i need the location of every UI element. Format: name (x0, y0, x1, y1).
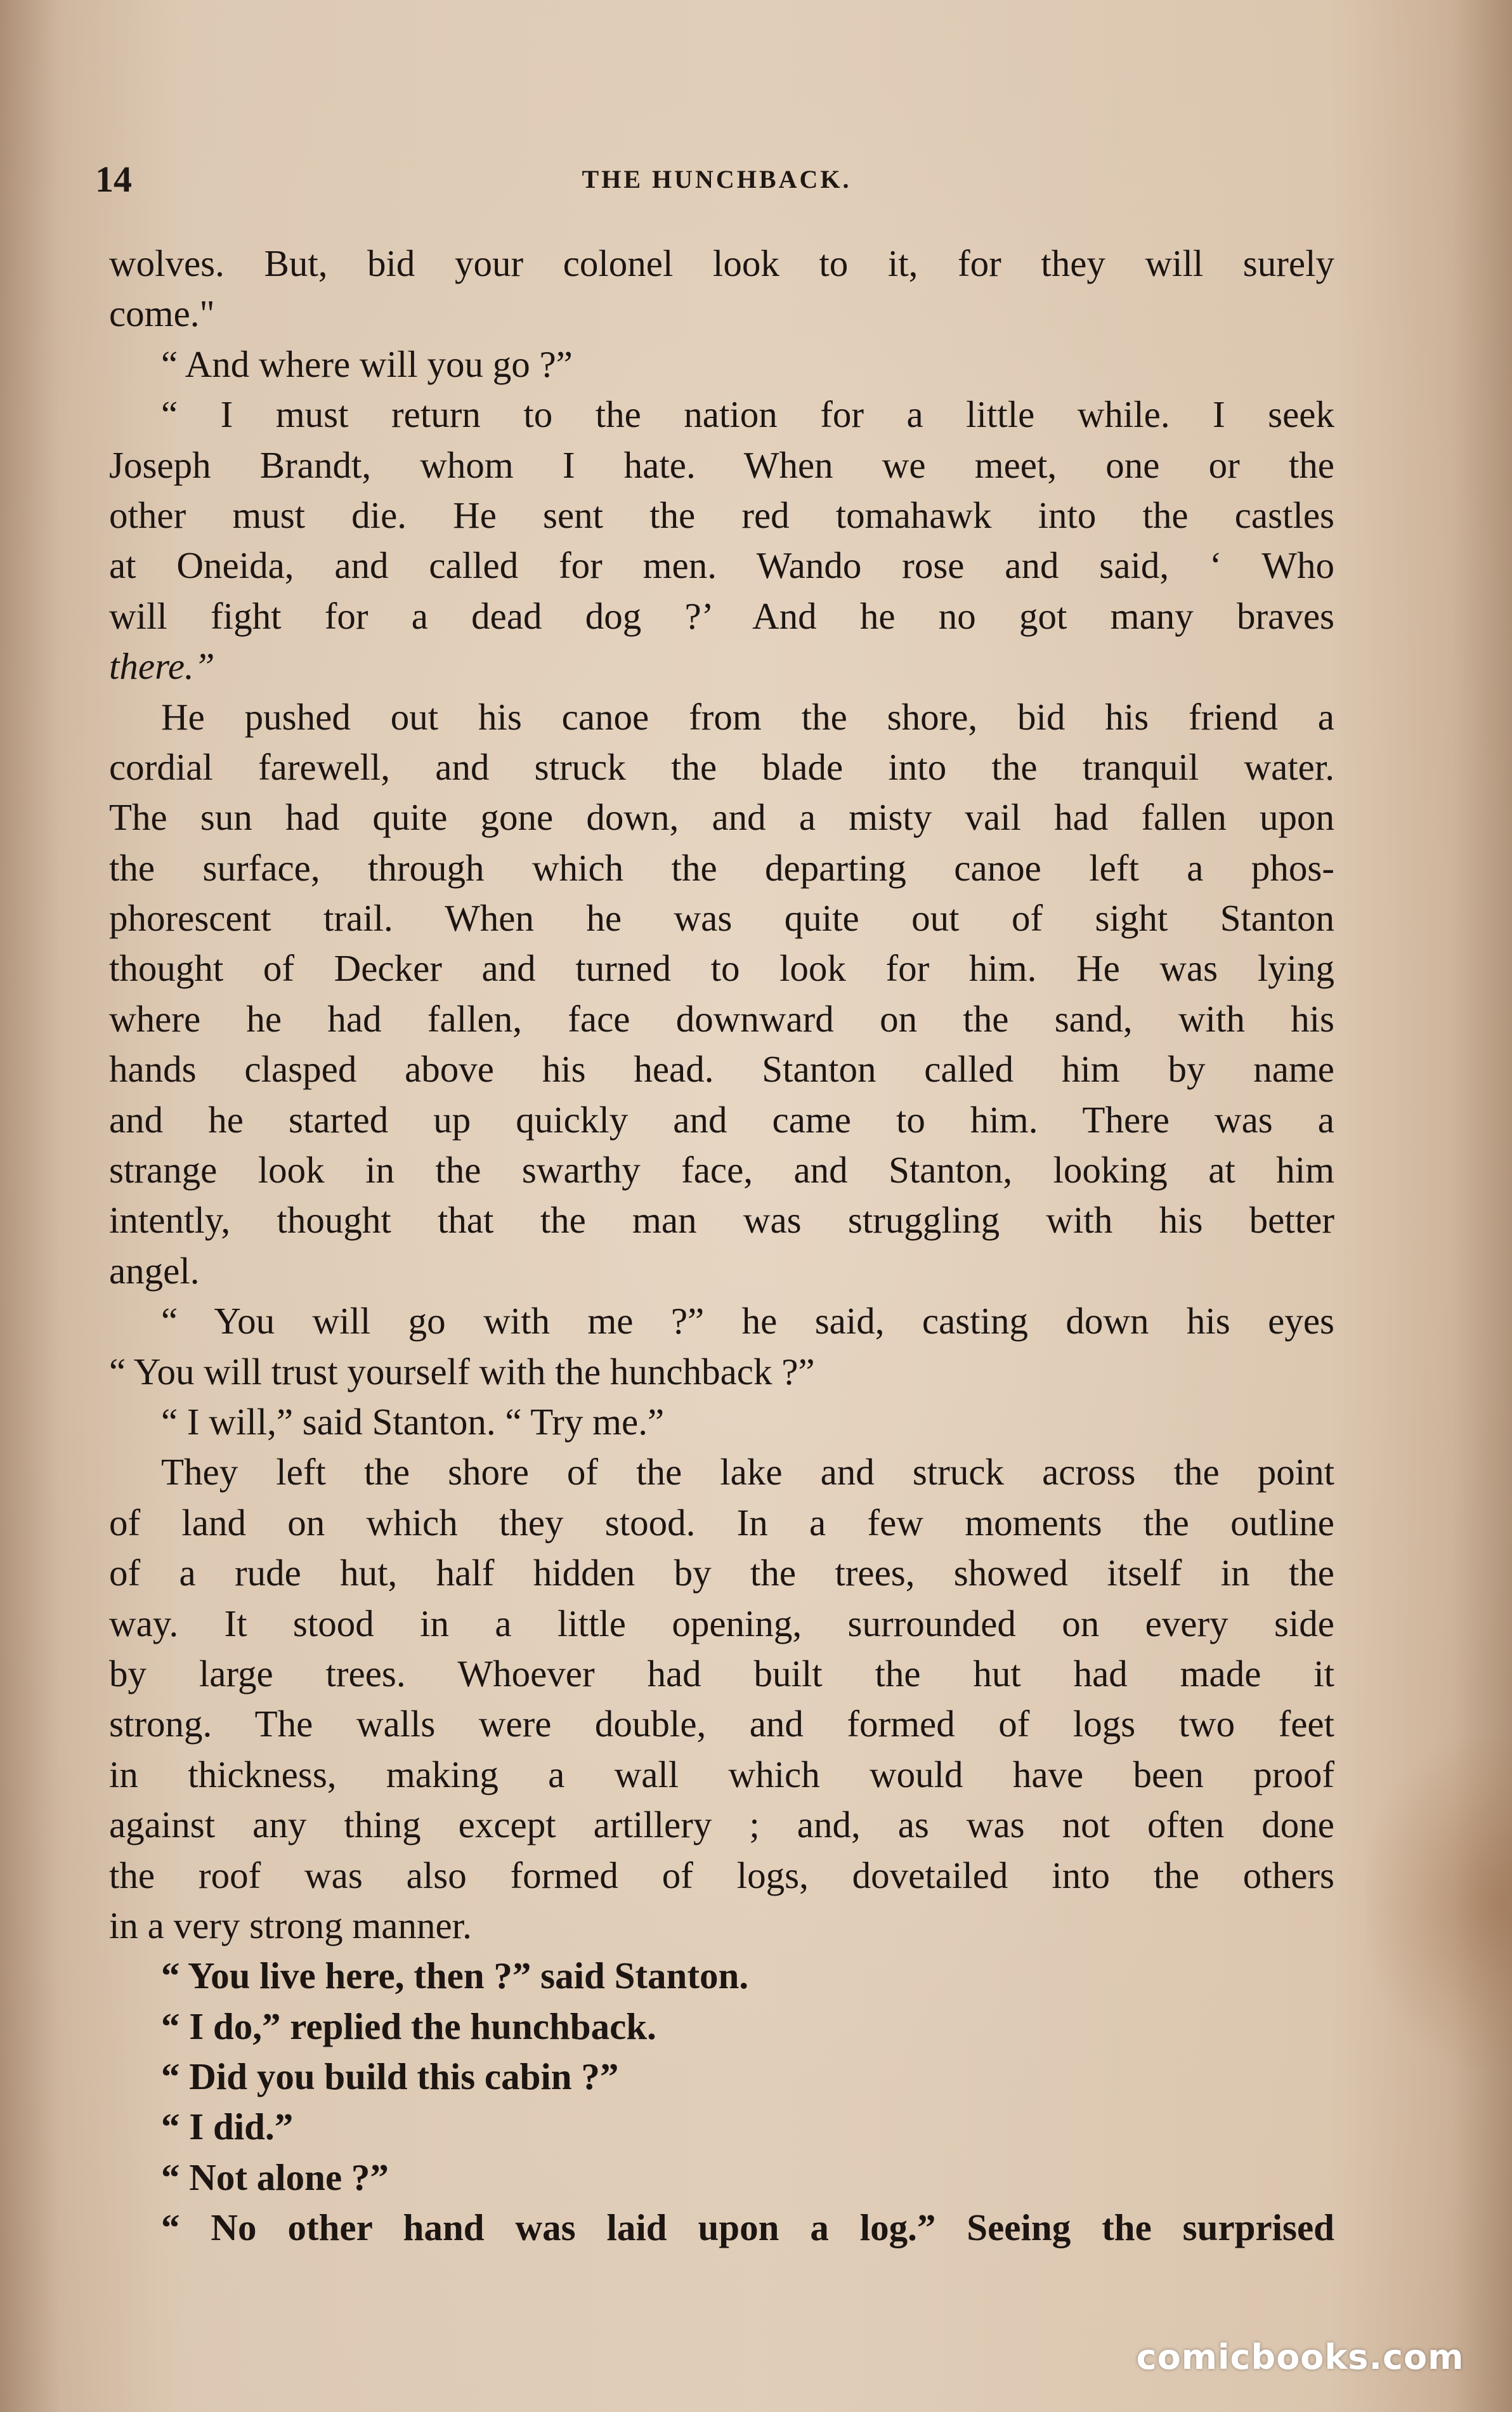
text-line: the roof was also formed of logs, dovetailed into the others (109, 1854, 1334, 1896)
text-line: come." (109, 292, 215, 335)
text-line: “ No other hand was laid upon a log.” Seeing the surprised (161, 2206, 1334, 2249)
page-number: 14 (95, 159, 132, 200)
text-line: “ I will,” said Stanton. “ Try me.” (161, 1400, 665, 1443)
text-line: intently, thought that the man was struggling with his better (109, 1199, 1334, 1242)
text-line: and he started up quickly and came to him. There was a (109, 1098, 1334, 1141)
text-line: thought of Decker and turned to look for him. He was lying (109, 947, 1334, 990)
text-line: the surface, through which the departing canoe left a phos- (109, 846, 1334, 889)
text-line: strange look in the swarthy face, and Stanton, looking at him (109, 1149, 1334, 1191)
text-line: The sun had quite gone down, and a misty vail had fallen upon (109, 796, 1334, 839)
paper-stain (1366, 1738, 1512, 2068)
text-line: “ Did you build this cabin ?” (161, 2055, 619, 2098)
text-line: cordial farewell, and struck the blade into the tranquil water. (109, 745, 1334, 788)
body-text (109, 239, 1334, 2253)
text-line: strong. The walls were double, and formed of logs two feet (109, 1703, 1334, 1745)
text-line: phorescent trail. When he was quite out of sight Stanton (109, 897, 1334, 940)
text-line: angel. (109, 1249, 200, 1292)
text-line: wolves. But, bid your colonel look to it, for they will surely (109, 242, 1334, 284)
text-line: of a rude hut, half hidden by the trees, showed itself in the (109, 1552, 1334, 1594)
text-line: hands clasped above his head. Stanton called him by name (109, 1048, 1334, 1091)
text-line: “ I do,” replied the hunchback. (161, 2005, 656, 2047)
text-line: “ I must return to the nation for a little while. I seek (161, 393, 1334, 436)
text-line: in thickness, making a wall which would have been proof (109, 1753, 1334, 1795)
text-line: Joseph Brandt, whom I hate. When we meet, one or the (109, 443, 1334, 486)
text-line: at Oneida, and called for men. Wando rose and said, ‘ Who (109, 544, 1334, 587)
text-line: “ I did.” (161, 2106, 294, 2148)
page-header (95, 151, 1338, 208)
text-line: “ You live here, then ?” said Stanton. (161, 1955, 749, 1997)
text-line: by large trees. Whoever had built the hut had made it (109, 1652, 1334, 1694)
text-line: They left the shore of the lake and struck across the point (161, 1451, 1334, 1493)
text-line: of land on which they stood. In a few moments the outline (109, 1501, 1334, 1544)
text-line: way. It stood in a little opening, surrounded on every side (109, 1602, 1334, 1644)
text-line: other must die. He sent the red tomahawk into the castles (109, 494, 1334, 536)
text-line: in a very strong manner. (109, 1904, 472, 1946)
text-line: where he had fallen, face downward on the sand, with his (109, 997, 1334, 1040)
text-line: He pushed out his canoe from the shore, bid his friend a (161, 695, 1334, 738)
text-line: there.” (109, 645, 215, 688)
text-line: will fight for a dead dog ?’ And he no got many braves (109, 594, 1334, 637)
text-line: “ Not alone ?” (161, 2156, 389, 2198)
text-line: “ You will trust yourself with the hunchback ?” (109, 1350, 815, 1393)
text-line: against any thing except artillery ; and, as was not often done (109, 1804, 1334, 1846)
watermark-logo: comicbooks.com (1136, 2337, 1464, 2377)
running-title: THE HUNCHBACK. (582, 165, 852, 193)
text-line: “ And where will you go ?” (161, 343, 573, 385)
text-line: “ You will go with me ?” he said, casting down his eyes (161, 1300, 1334, 1342)
